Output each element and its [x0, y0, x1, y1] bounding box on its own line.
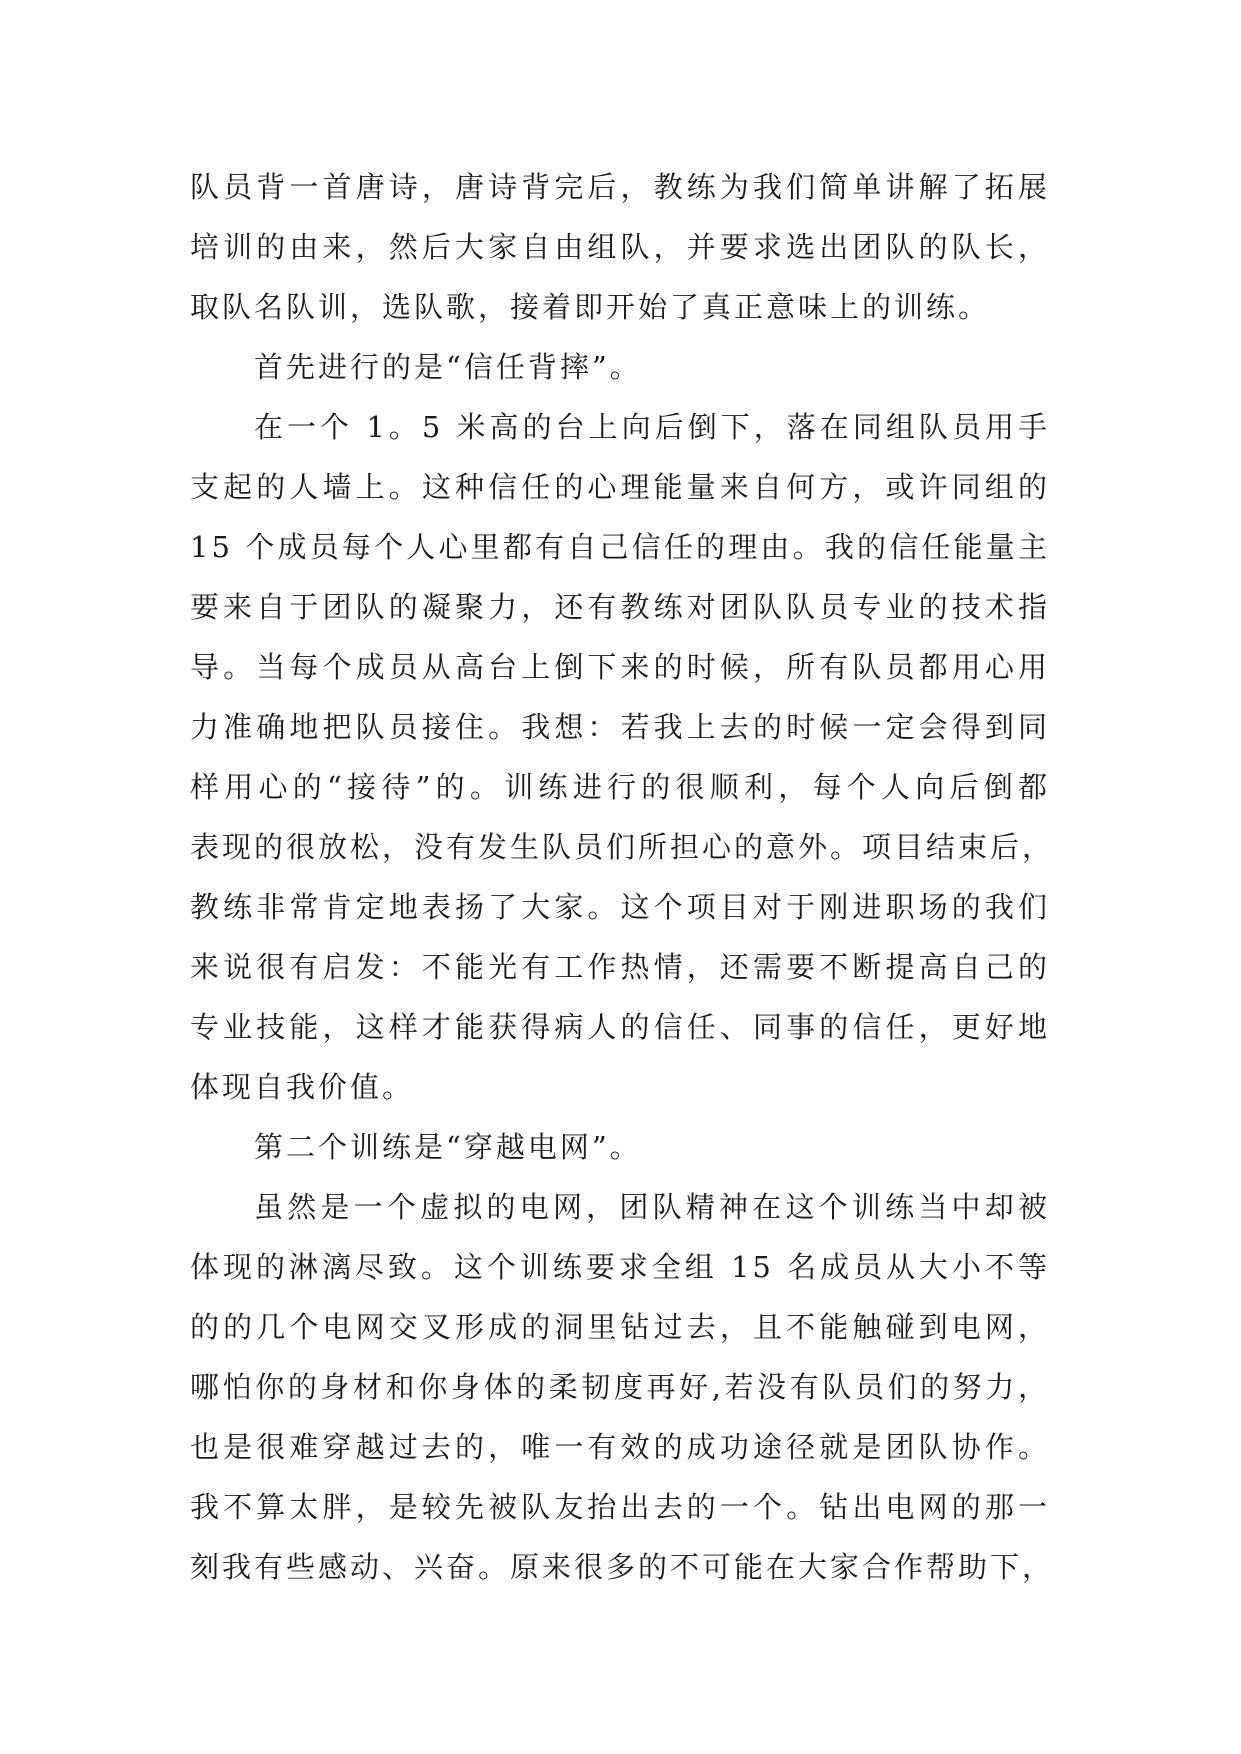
text-line: 来说很有启发：不能光有工作热情，还需要不断提高自己的 — [190, 950, 1050, 984]
text-line: 刻我有些感动、兴奋。原来很多的不可能在大家合作帮助下， — [190, 1550, 1055, 1584]
text-line: 在一个 1。5 米高的台上向后倒下，落在同组队员用手 — [254, 410, 1050, 444]
text-line: 的的几个电网交叉形成的洞里钻过去，且不能触碰到电网， — [190, 1310, 1050, 1344]
text-line: 也是很难穿越过去的，唯一有效的成功途径就是团队协作。 — [190, 1430, 1050, 1464]
text-line: 体现的淋漓尽致。这个训练要求全组 15 名成员从大小不等 — [190, 1250, 1050, 1284]
document-body-text — [190, 157, 1055, 1597]
text-line: 培训的由来，然后大家自由组队，并要求选出团队的队长， — [190, 230, 1050, 264]
text-line: 15 个成员每个人心里都有自己信任的理由。我的信任能量主 — [190, 530, 1050, 564]
text-line: 要来自于团队的凝聚力，还有教练对团队队员专业的技术指 — [190, 590, 1050, 624]
text-line: 取队名队训，选队歌，接着即开始了真正意味上的训练。 — [190, 290, 991, 324]
text-line: 教练非常肯定地表扬了大家。这个项目对于刚进职场的我们 — [190, 890, 1050, 924]
text-line: 样用心的“接待”的。训练进行的很顺利，每个人向后倒都 — [190, 770, 1050, 804]
text-line: 第二个训练是“穿越电网”。 — [254, 1130, 642, 1164]
text-line: 专业技能，这样才能获得病人的信任、同事的信任，更好地 — [190, 1010, 1050, 1044]
text-line: 我不算太胖，是较先被队友抬出去的一个。钻出电网的那一 — [190, 1490, 1050, 1524]
text-line: 队员背一首唐诗，唐诗背完后，教练为我们简单讲解了拓展 — [190, 170, 1050, 204]
text-line: 哪怕你的身材和你身体的柔韧度再好,若没有队员们的努力， — [190, 1370, 1050, 1404]
text-line: 导。当每个成员从高台上倒下来的时候，所有队员都用心用 — [190, 650, 1050, 684]
text-line: 表现的很放松，没有发生队员们所担心的意外。项目结束后， — [190, 830, 1055, 864]
text-line: 体现自我价值。 — [190, 1070, 415, 1104]
text-line: 虽然是一个虚拟的电网，团队精神在这个训练当中却被 — [254, 1190, 1050, 1224]
text-line: 力准确地把队员接住。我想：若我上去的时候一定会得到同 — [190, 710, 1050, 744]
text-line: 支起的人墙上。这种信任的心理能量来自何方，或许同组的 — [190, 470, 1050, 504]
text-line: 首先进行的是“信任背摔”。 — [254, 350, 642, 384]
